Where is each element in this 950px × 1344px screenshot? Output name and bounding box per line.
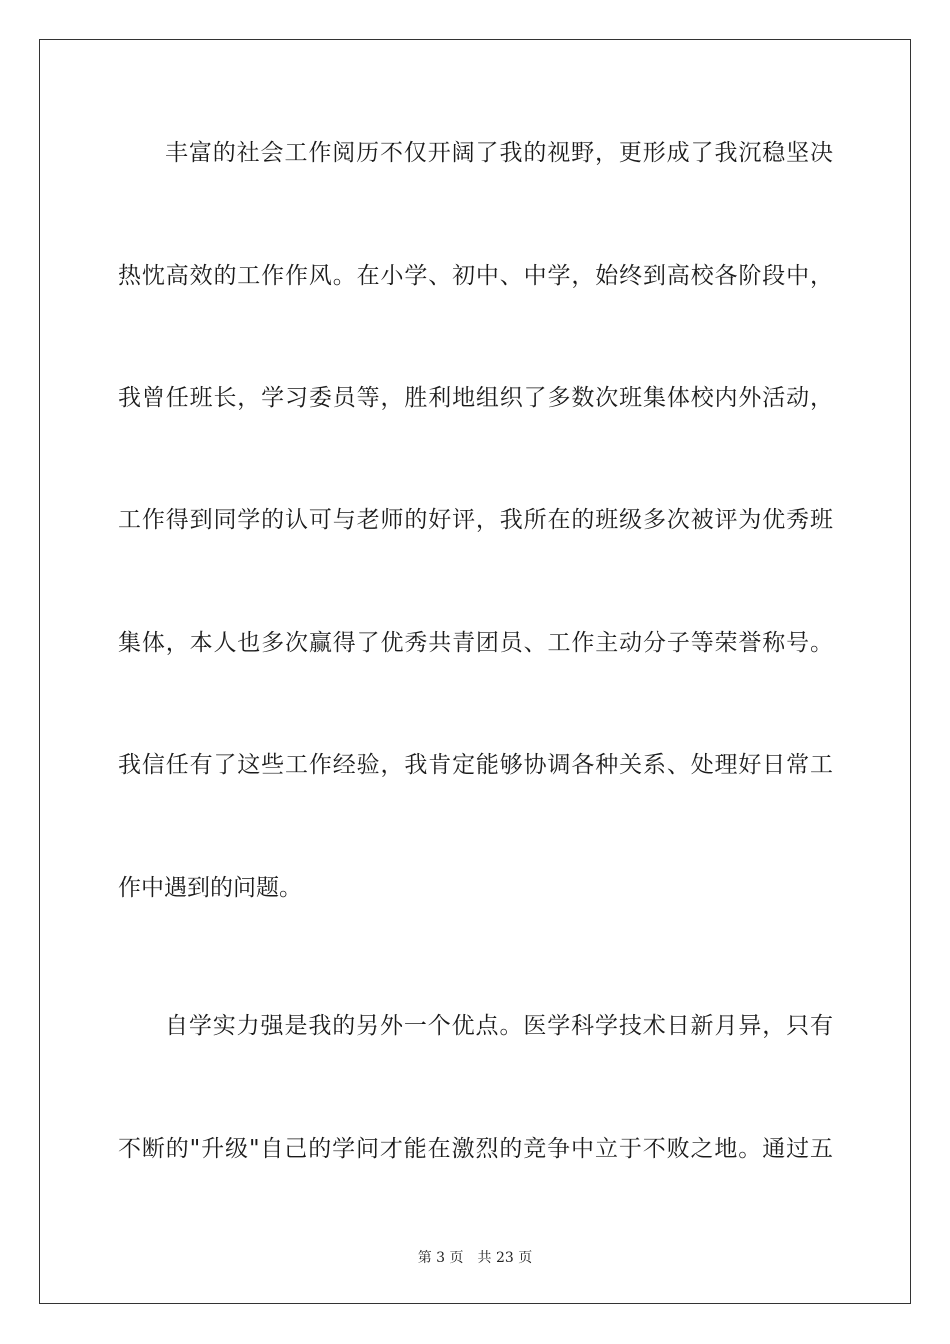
paragraph-1-line-4: 工作得到同学的认可与老师的好评，我所在的班级多次被评为优秀班 <box>118 507 833 533</box>
paragraph-1-line-1: 丰富的社会工作阅历不仅开阔了我的视野，更形成了我沉稳坚决 <box>165 140 833 166</box>
paragraph-1-line-6: 我信任有了这些工作经验，我肯定能够协调各种关系、处理好日常工 <box>118 752 833 778</box>
total-pages: 共 23 页 <box>477 1250 533 1266</box>
page-border <box>39 39 911 1304</box>
paragraph-2-line-1: 自学实力强是我的另外一个优点。医学科学技术日新月异，只有 <box>165 1013 833 1039</box>
page-number: 第 3 页 <box>417 1250 464 1266</box>
paragraph-2-line-2: 不断的"升级"自己的学问才能在激烈的竞争中立于不败之地。通过五 <box>118 1136 833 1162</box>
paragraph-1-line-3: 我曾任班长，学习委员等，胜利地组织了多数次班集体校内外活动， <box>118 385 833 411</box>
paragraph-1-line-5: 集体，本人也多次赢得了优秀共青团员、工作主动分子等荣誉称号。 <box>118 630 833 656</box>
paragraph-1-line-7: 作中遇到的问题。 <box>118 875 302 901</box>
page-footer <box>0 1247 950 1267</box>
paragraph-1-line-2: 热忱高效的工作作风。在小学、初中、中学，始终到高校各阶段中， <box>118 263 833 289</box>
